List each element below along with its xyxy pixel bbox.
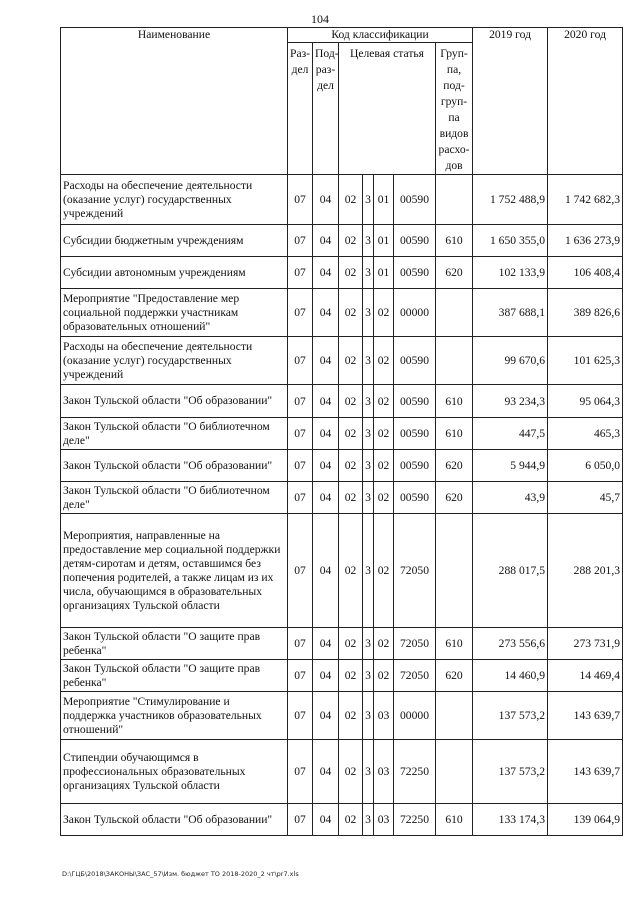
row-target-code: 72250: [394, 804, 436, 836]
row-name: Субсидии автономным учреждениям: [61, 257, 288, 289]
row-section: 07: [288, 418, 313, 450]
row-target-measure: 01: [374, 225, 394, 257]
row-value-2020: 139 064,9: [548, 804, 623, 836]
row-name: Закон Тульской области "Об образовании": [61, 450, 288, 482]
row-section: 07: [288, 385, 313, 418]
row-target-measure: 03: [374, 692, 394, 740]
row-subsection: 04: [313, 740, 339, 804]
table-row: [61, 337, 623, 385]
row-target-measure: 02: [374, 660, 394, 692]
row-subsection: 04: [313, 289, 339, 337]
row-target-subtype: 3: [363, 740, 374, 804]
row-target-code: 72050: [394, 660, 436, 692]
row-expense-group: 610: [436, 418, 473, 450]
row-target-program: 02: [339, 385, 363, 418]
row-name: Закон Тульской области "Об образовании": [61, 804, 288, 836]
row-target-subtype: 3: [363, 225, 374, 257]
row-subsection: 04: [313, 257, 339, 289]
row-value-2019: 43,9: [473, 482, 548, 514]
row-value-2020: 273 731,9: [548, 628, 623, 660]
row-subsection: 04: [313, 804, 339, 836]
row-target-program: 02: [339, 692, 363, 740]
row-target-code: 72250: [394, 740, 436, 804]
row-target-program: 02: [339, 257, 363, 289]
header-code-group: Код классификации: [288, 28, 473, 43]
row-value-2019: 102 133,9: [473, 257, 548, 289]
table-row: [61, 740, 623, 804]
row-expense-group: [436, 337, 473, 385]
row-target-program: 02: [339, 225, 363, 257]
row-subsection: 04: [313, 175, 339, 225]
row-target-subtype: 3: [363, 628, 374, 660]
row-value-2019: 1 650 355,0: [473, 225, 548, 257]
row-target-subtype: 3: [363, 482, 374, 514]
row-target-subtype: 3: [363, 660, 374, 692]
row-target-subtype: 3: [363, 289, 374, 337]
row-target-program: 02: [339, 628, 363, 660]
row-section: 07: [288, 692, 313, 740]
row-section: 07: [288, 628, 313, 660]
row-section: 07: [288, 514, 313, 628]
row-target-program: 02: [339, 514, 363, 628]
row-target-code: 00000: [394, 289, 436, 337]
row-expense-group: 620: [436, 450, 473, 482]
row-target-subtype: 3: [363, 418, 374, 450]
row-value-2019: 273 556,6: [473, 628, 548, 660]
row-target-program: 02: [339, 482, 363, 514]
row-expense-group: 610: [436, 225, 473, 257]
row-value-2020: 45,7: [548, 482, 623, 514]
row-subsection: 04: [313, 514, 339, 628]
row-subsection: 04: [313, 385, 339, 418]
row-value-2020: 6 050,0: [548, 450, 623, 482]
table-row: [61, 385, 623, 418]
row-target-subtype: 3: [363, 385, 374, 418]
row-name: Мероприятие "Предоставление мер социальной поддержки участникам образовательных отношений": [61, 289, 288, 337]
row-subsection: 04: [313, 337, 339, 385]
row-value-2020: 465,3: [548, 418, 623, 450]
row-target-measure: 02: [374, 628, 394, 660]
row-value-2020: 1 636 273,9: [548, 225, 623, 257]
row-target-subtype: 3: [363, 175, 374, 225]
row-target-program: 02: [339, 289, 363, 337]
row-name: Закон Тульской области "Об образовании": [61, 385, 288, 418]
header-expense-group: Груп- па, под- груп- па видов расхо- дов: [436, 43, 473, 175]
row-target-program: 02: [339, 740, 363, 804]
row-subsection: 04: [313, 628, 339, 660]
row-value-2019: 447,5: [473, 418, 548, 450]
header-target-article: Целевая статья: [339, 43, 436, 175]
row-expense-group: [436, 175, 473, 225]
row-target-subtype: 3: [363, 514, 374, 628]
row-target-program: 02: [339, 337, 363, 385]
row-expense-group: 610: [436, 385, 473, 418]
row-subsection: 04: [313, 418, 339, 450]
row-expense-group: 610: [436, 804, 473, 836]
row-target-measure: 02: [374, 385, 394, 418]
row-value-2019: 5 944,9: [473, 450, 548, 482]
row-target-measure: 02: [374, 482, 394, 514]
row-value-2020: 143 639,7: [548, 740, 623, 804]
table-row: [61, 660, 623, 692]
row-name: Субсидии бюджетным учреждениям: [61, 225, 288, 257]
row-target-program: 02: [339, 175, 363, 225]
header-year-2020: 2020 год: [548, 28, 623, 175]
row-name: Закон Тульской области "О защите прав ребенка": [61, 628, 288, 660]
row-target-subtype: 3: [363, 804, 374, 836]
row-target-subtype: 3: [363, 692, 374, 740]
row-value-2019: 133 174,3: [473, 804, 548, 836]
row-name: Закон Тульской области "О библиотечном деле": [61, 482, 288, 514]
row-expense-group: 610: [436, 628, 473, 660]
row-target-measure: 01: [374, 175, 394, 225]
row-value-2020: 143 639,7: [548, 692, 623, 740]
row-target-measure: 02: [374, 289, 394, 337]
row-section: 07: [288, 289, 313, 337]
row-target-measure: 02: [374, 450, 394, 482]
row-section: 07: [288, 660, 313, 692]
budget-table: [60, 27, 623, 836]
row-value-2020: 106 408,4: [548, 257, 623, 289]
header-name: Наименование: [61, 28, 288, 175]
table-row: [61, 482, 623, 514]
table-row: [61, 225, 623, 257]
row-target-code: 00590: [394, 175, 436, 225]
row-value-2020: 95 064,3: [548, 385, 623, 418]
table-row: [61, 514, 623, 628]
row-expense-group: 620: [436, 482, 473, 514]
row-target-code: 00590: [394, 337, 436, 385]
header-section: Раз- дел: [288, 43, 313, 175]
table-row: [61, 257, 623, 289]
row-value-2019: 387 688,1: [473, 289, 548, 337]
row-name: Стипендии обучающимся в профессиональных образовательных организациях Тульской области: [61, 740, 288, 804]
row-name: Расходы на обеспечение деятельности (оказание услуг) государственных учреждений: [61, 175, 288, 225]
table-row: [61, 175, 623, 225]
row-value-2020: 288 201,3: [548, 514, 623, 628]
table-row: [61, 692, 623, 740]
table-row: [61, 804, 623, 836]
row-subsection: 04: [313, 692, 339, 740]
row-value-2020: 389 826,6: [548, 289, 623, 337]
row-target-code: 00000: [394, 692, 436, 740]
row-value-2019: 14 460,9: [473, 660, 548, 692]
row-expense-group: [436, 740, 473, 804]
row-value-2019: 137 573,2: [473, 692, 548, 740]
footer-file-path: D:\ГЦБ\2018\ЗАКОНЫ\ЗАС_57\Изм. бюджет ТО 2018-2020_2 чт\pr7.xls: [62, 870, 299, 878]
row-target-code: 00590: [394, 482, 436, 514]
row-section: 07: [288, 337, 313, 385]
row-expense-group: [436, 692, 473, 740]
row-expense-group: [436, 289, 473, 337]
row-section: 07: [288, 225, 313, 257]
row-target-measure: 02: [374, 514, 394, 628]
row-target-code: 00590: [394, 418, 436, 450]
row-target-measure: 02: [374, 337, 394, 385]
row-name: Расходы на обеспечение деятельности (оказание услуг) государственных учреждений: [61, 337, 288, 385]
row-section: 07: [288, 482, 313, 514]
row-target-subtype: 3: [363, 257, 374, 289]
row-name: Закон Тульской области "О защите прав ребенка": [61, 660, 288, 692]
table-body: [61, 175, 623, 836]
row-target-code: 00590: [394, 225, 436, 257]
row-target-program: 02: [339, 660, 363, 692]
row-target-program: 02: [339, 804, 363, 836]
table-row: [61, 628, 623, 660]
row-target-code: 72050: [394, 628, 436, 660]
row-target-code: 72050: [394, 514, 436, 628]
row-value-2019: 288 017,5: [473, 514, 548, 628]
table-row: [61, 450, 623, 482]
row-subsection: 04: [313, 660, 339, 692]
row-section: 07: [288, 450, 313, 482]
row-target-measure: 03: [374, 740, 394, 804]
row-target-code: 00590: [394, 385, 436, 418]
row-name: Мероприятия, направленные на предоставление мер социальной поддержки детям-сиротам и детям, оставшимся без попечения родителей, а также лицам из их числа, обучающимся в образовательных организациях Тульской области: [61, 514, 288, 628]
row-target-code: 00590: [394, 257, 436, 289]
row-value-2019: 137 573,2: [473, 740, 548, 804]
table-row: [61, 289, 623, 337]
row-section: 07: [288, 740, 313, 804]
row-subsection: 04: [313, 450, 339, 482]
row-target-measure: 01: [374, 257, 394, 289]
row-target-measure: 02: [374, 418, 394, 450]
row-target-subtype: 3: [363, 337, 374, 385]
row-name: Мероприятие "Стимулирование и поддержка участников образовательных отношений": [61, 692, 288, 740]
row-section: 07: [288, 804, 313, 836]
page-number: 104: [311, 12, 329, 26]
row-value-2020: 101 625,3: [548, 337, 623, 385]
header-year-2019: 2019 год: [473, 28, 548, 175]
row-target-program: 02: [339, 418, 363, 450]
table-row: [61, 418, 623, 450]
row-value-2019: 1 752 488,9: [473, 175, 548, 225]
row-subsection: 04: [313, 225, 339, 257]
row-expense-group: 620: [436, 660, 473, 692]
row-target-subtype: 3: [363, 450, 374, 482]
row-value-2019: 93 234,3: [473, 385, 548, 418]
row-expense-group: [436, 514, 473, 628]
row-value-2019: 99 670,6: [473, 337, 548, 385]
row-target-program: 02: [339, 450, 363, 482]
row-value-2020: 1 742 682,3: [548, 175, 623, 225]
row-value-2020: 14 469,4: [548, 660, 623, 692]
row-section: 07: [288, 175, 313, 225]
row-name: Закон Тульской области "О библиотечном деле": [61, 418, 288, 450]
row-target-measure: 03: [374, 804, 394, 836]
row-expense-group: 620: [436, 257, 473, 289]
header-subsection: Под- раз- дел: [313, 43, 339, 175]
row-subsection: 04: [313, 482, 339, 514]
row-target-code: 00590: [394, 450, 436, 482]
row-section: 07: [288, 257, 313, 289]
